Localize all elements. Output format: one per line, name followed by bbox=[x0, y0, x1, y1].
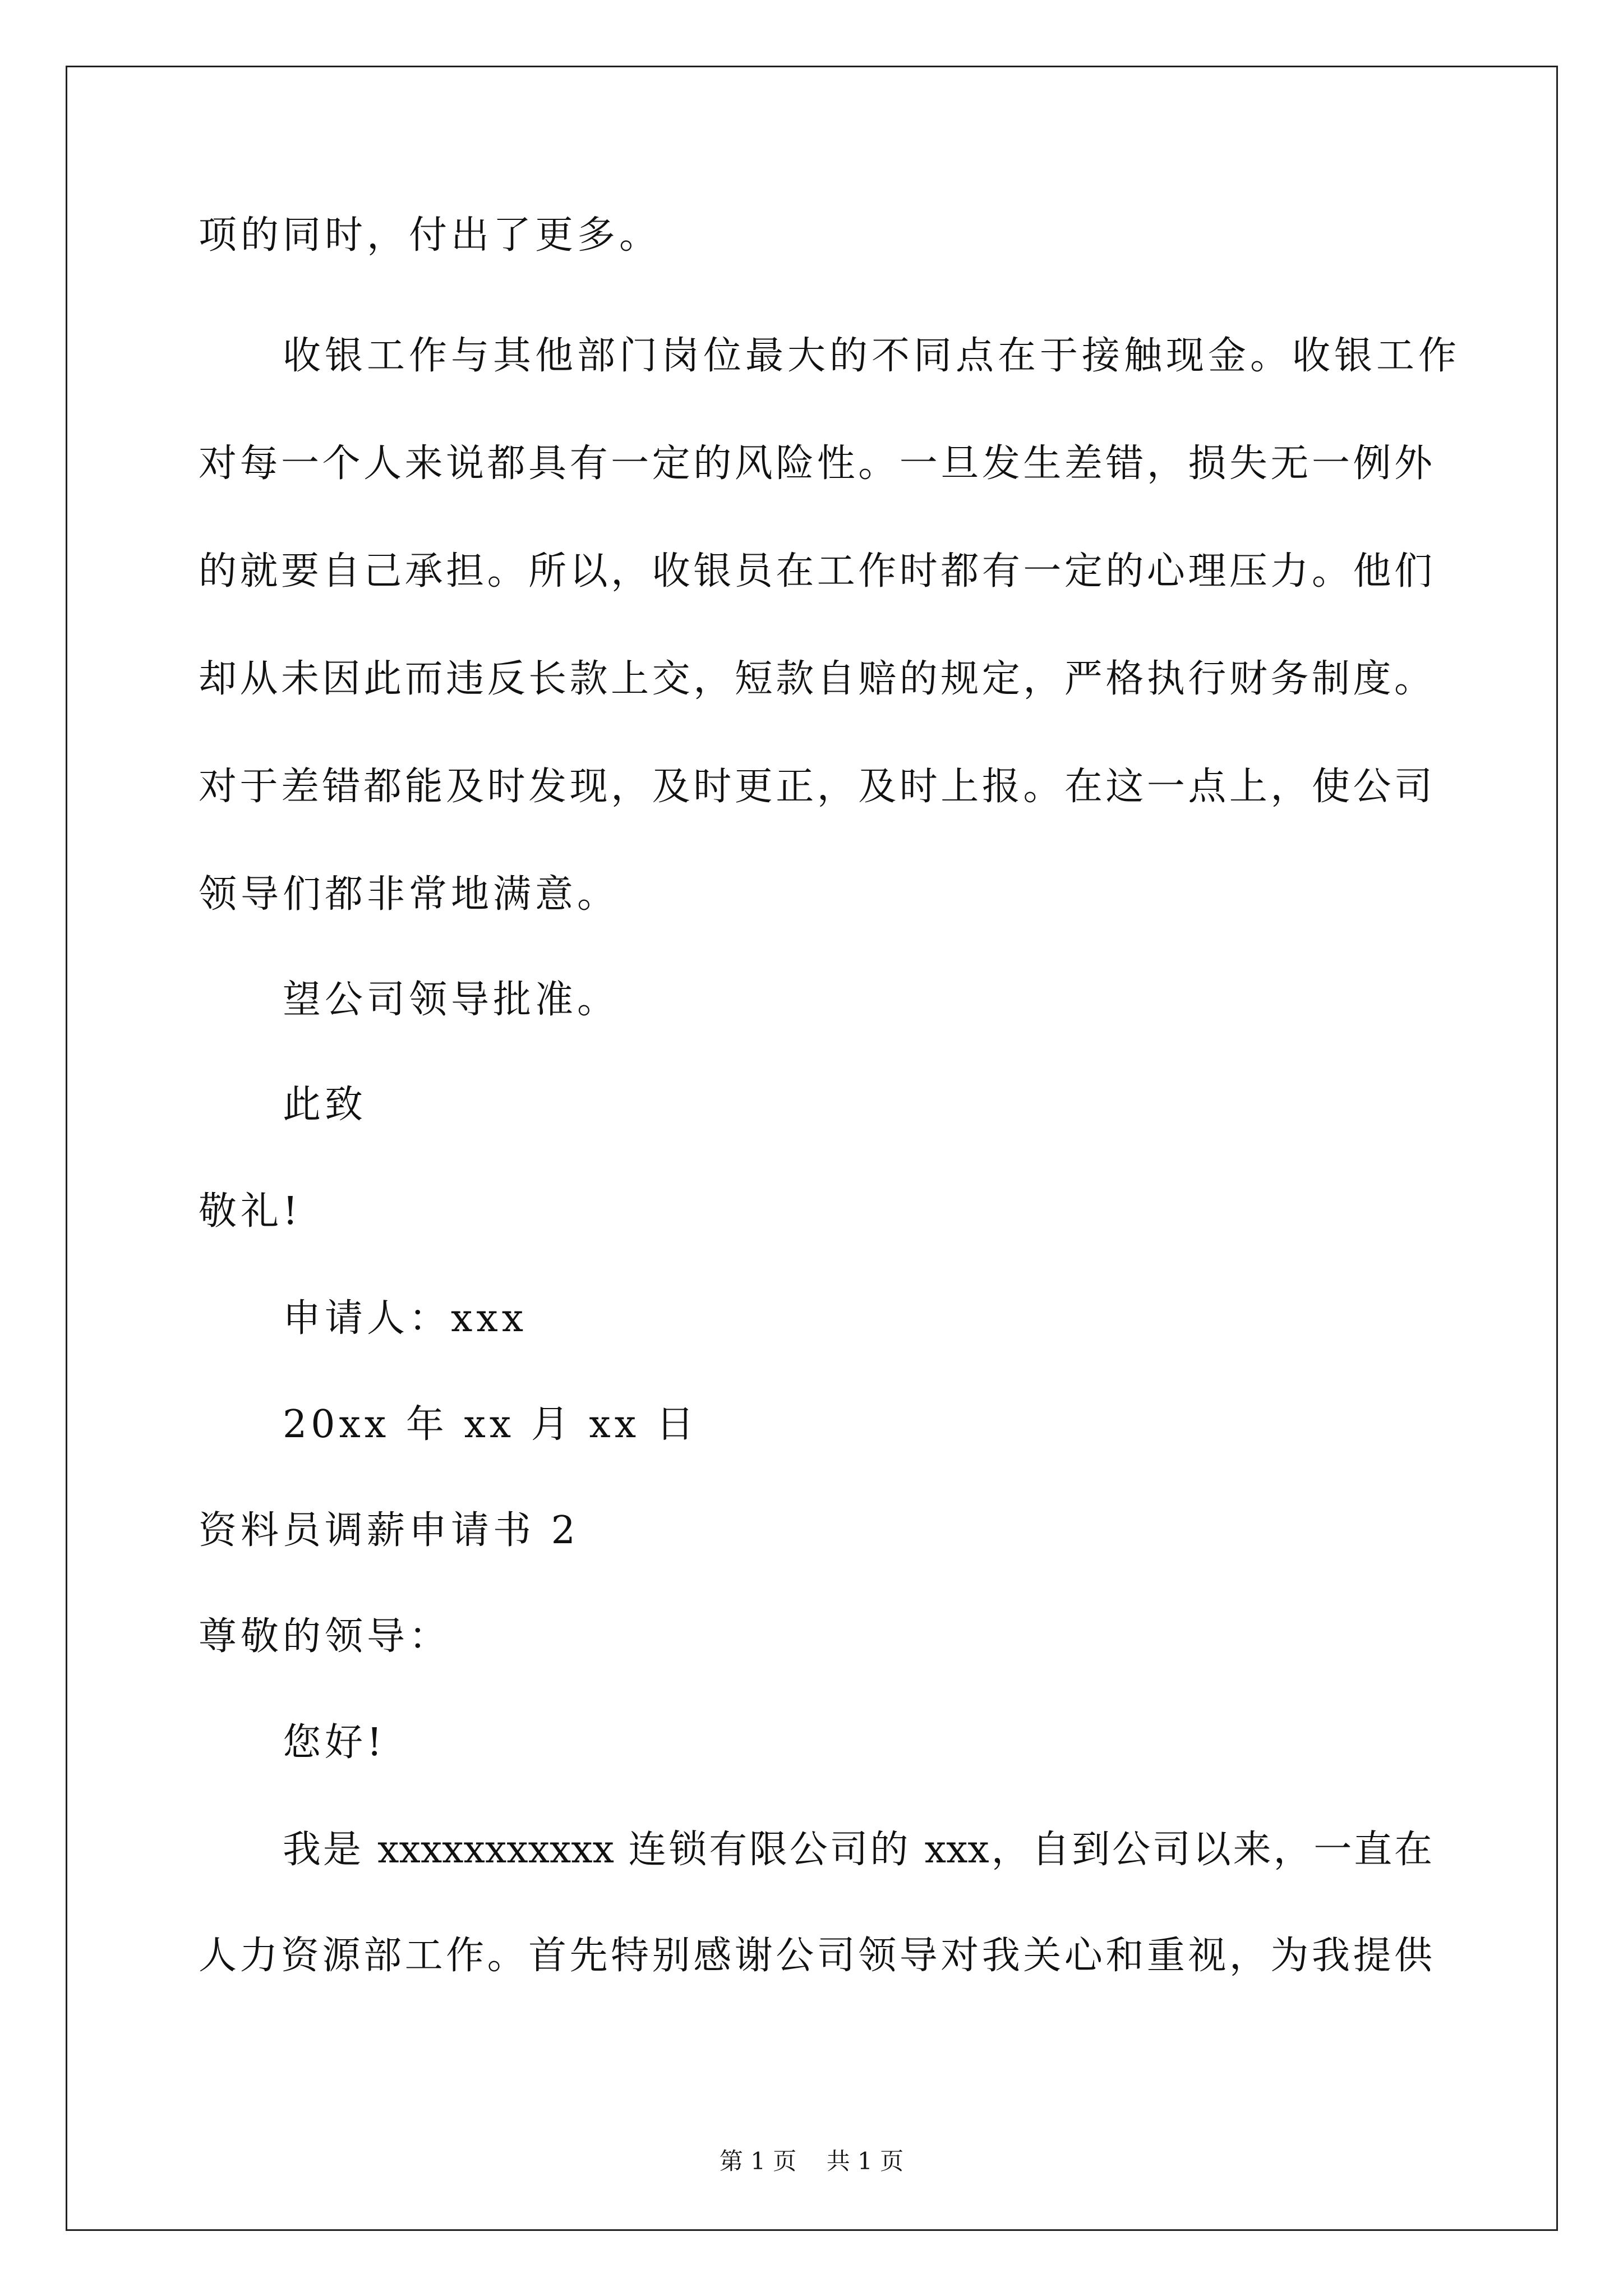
paragraph-line: 我是 xxxxxxxxxxx 连锁有限公司的 xxx，自到公司以来，一直在 bbox=[283, 1828, 1432, 1872]
greeting-line: 您好! bbox=[283, 1720, 386, 1765]
greeting-line: 尊敬的领导： bbox=[199, 1614, 451, 1659]
paragraph-line: 对于差错都能及时发现，及时更正，及时上报。在这一点上，使公司 bbox=[199, 765, 1432, 809]
paragraph-line: 项的同时，付出了更多。 bbox=[199, 213, 662, 257]
paragraph-line: 人力资源部工作。首先特别感谢公司领导对我关心和重视，为我提供 bbox=[199, 1934, 1432, 1978]
closing-regards: 敬礼! bbox=[199, 1189, 302, 1234]
paragraph-line: 却从未因此而违反长款上交，短款自赔的规定，严格执行财务制度。 bbox=[199, 657, 1432, 701]
approval-request-line: 望公司领导批准。 bbox=[283, 978, 620, 1022]
paragraph-line: 收银工作与其他部门岗位最大的不同点在于接触现金。收银工作 bbox=[283, 334, 1461, 378]
applicant-line: 申请人：xxx bbox=[283, 1296, 528, 1341]
page-border bbox=[66, 66, 1558, 2231]
page-footer: 第 1 页 共 1 页 bbox=[719, 2147, 904, 2175]
closing-salutation: 此致 bbox=[283, 1083, 367, 1127]
paragraph-line: 对每一个人来说都具有一定的风险性。一旦发生差错，损失无一例外 bbox=[199, 441, 1432, 486]
paragraph-line: 的就要自己承担。所以，收银员在工作时都有一定的心理压力。他们 bbox=[199, 549, 1432, 593]
section-title: 资料员调薪申请书 2 bbox=[199, 1508, 579, 1553]
paragraph-line: 领导们都非常地满意。 bbox=[199, 872, 620, 917]
date-line: 20xx 年 xx 月 xx 日 bbox=[283, 1402, 698, 1447]
